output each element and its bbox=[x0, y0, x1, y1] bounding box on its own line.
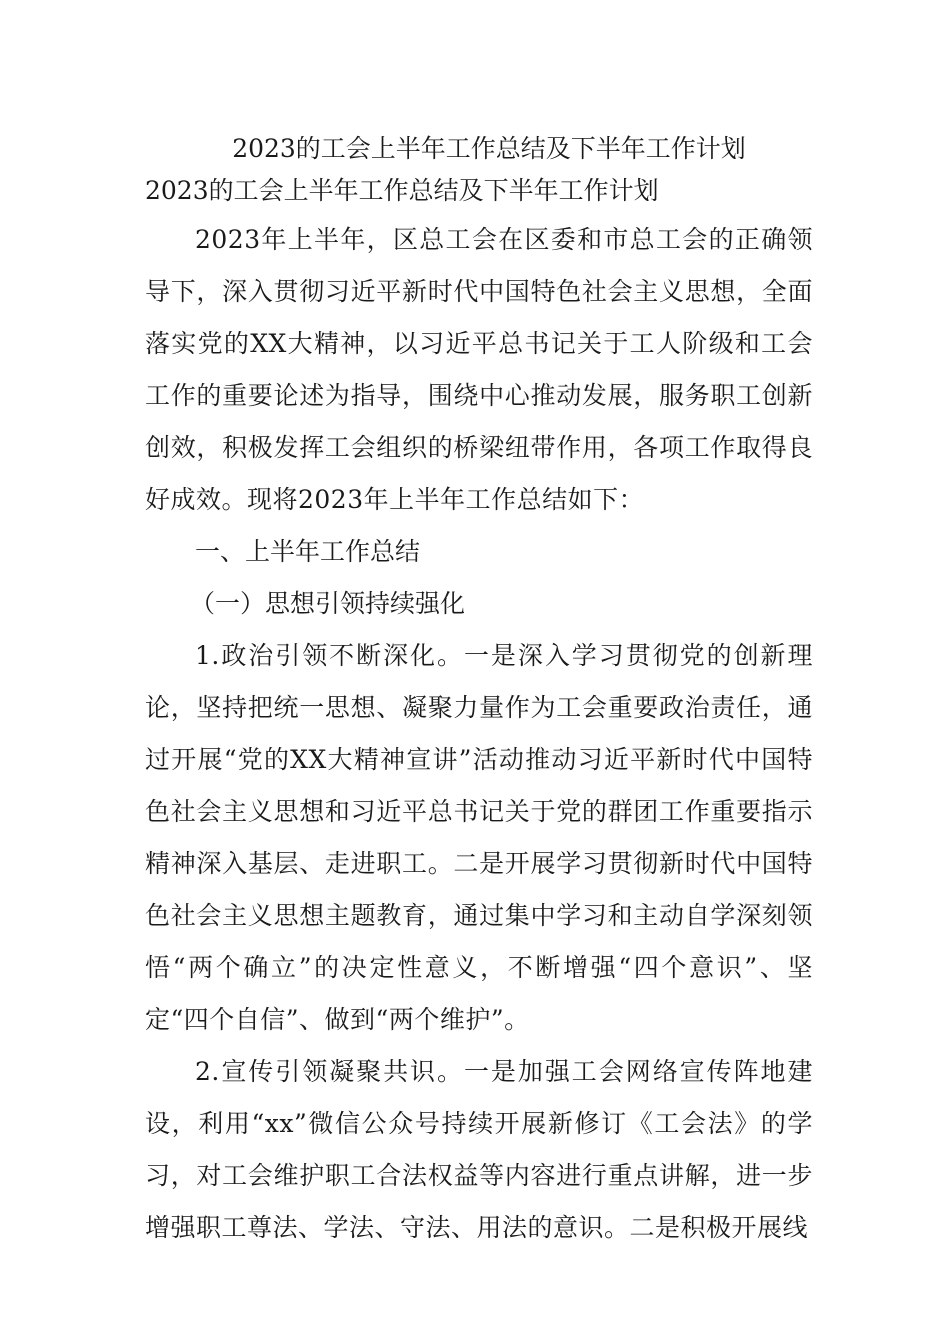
document-subtitle: 2023的工会上半年工作总结及下半年工作计划 bbox=[145, 176, 659, 205]
subsection-heading-1: （一）思想引领持续强化 bbox=[190, 589, 466, 618]
document-body bbox=[145, 128, 813, 1254]
paragraph-political-guidance: 1.政治引领不断深化。一是深入学习贯彻党的创新理论，坚持把统一思想、凝聚力量作为工会重要政治责任，通过开展“党的XX大精神宣讲”活动推动习近平新时代中国特色社会主义思想和习近平总书记关于党的群团工作重要指示精神深入基层、走进职工。二是开展学习贯彻新时代中国特色社会主义思想主题教育，通过集中学习和主动自学深刻领悟“两个确立”的决定性意义，不断增强“四个意识”、坚定“四个自信”、做到“两个维护”。 bbox=[145, 641, 813, 1034]
intro-paragraph: 2023年上半年，区总工会在区委和市总工会的正确领导下，深入贯彻习近平新时代中国特色社会主义思想，全面落实党的XX大精神，以习近平总书记关于工人阶级和工会工作的重要论述为指导，围绕中心推动发展，服务职工创新创效，积极发挥工会组织的桥梁纽带作用，各项工作取得良好成效。现将2023年上半年工作总结如下： bbox=[145, 225, 813, 514]
document-title: 2023的工会上半年工作总结及下半年工作计划 bbox=[232, 134, 746, 163]
paragraph-publicity-guidance: 2.宣传引领凝聚共识。一是加强工会网络宣传阵地建设，利用“xx”微信公众号持续开展新修订《工会法》的学习，对工会维护职工合法权益等内容进行重点讲解，进一步增强职工尊法、学法、守法、用法的意识。二是积极开展线 bbox=[145, 1057, 813, 1242]
section-heading-1: 一、上半年工作总结 bbox=[195, 537, 421, 566]
